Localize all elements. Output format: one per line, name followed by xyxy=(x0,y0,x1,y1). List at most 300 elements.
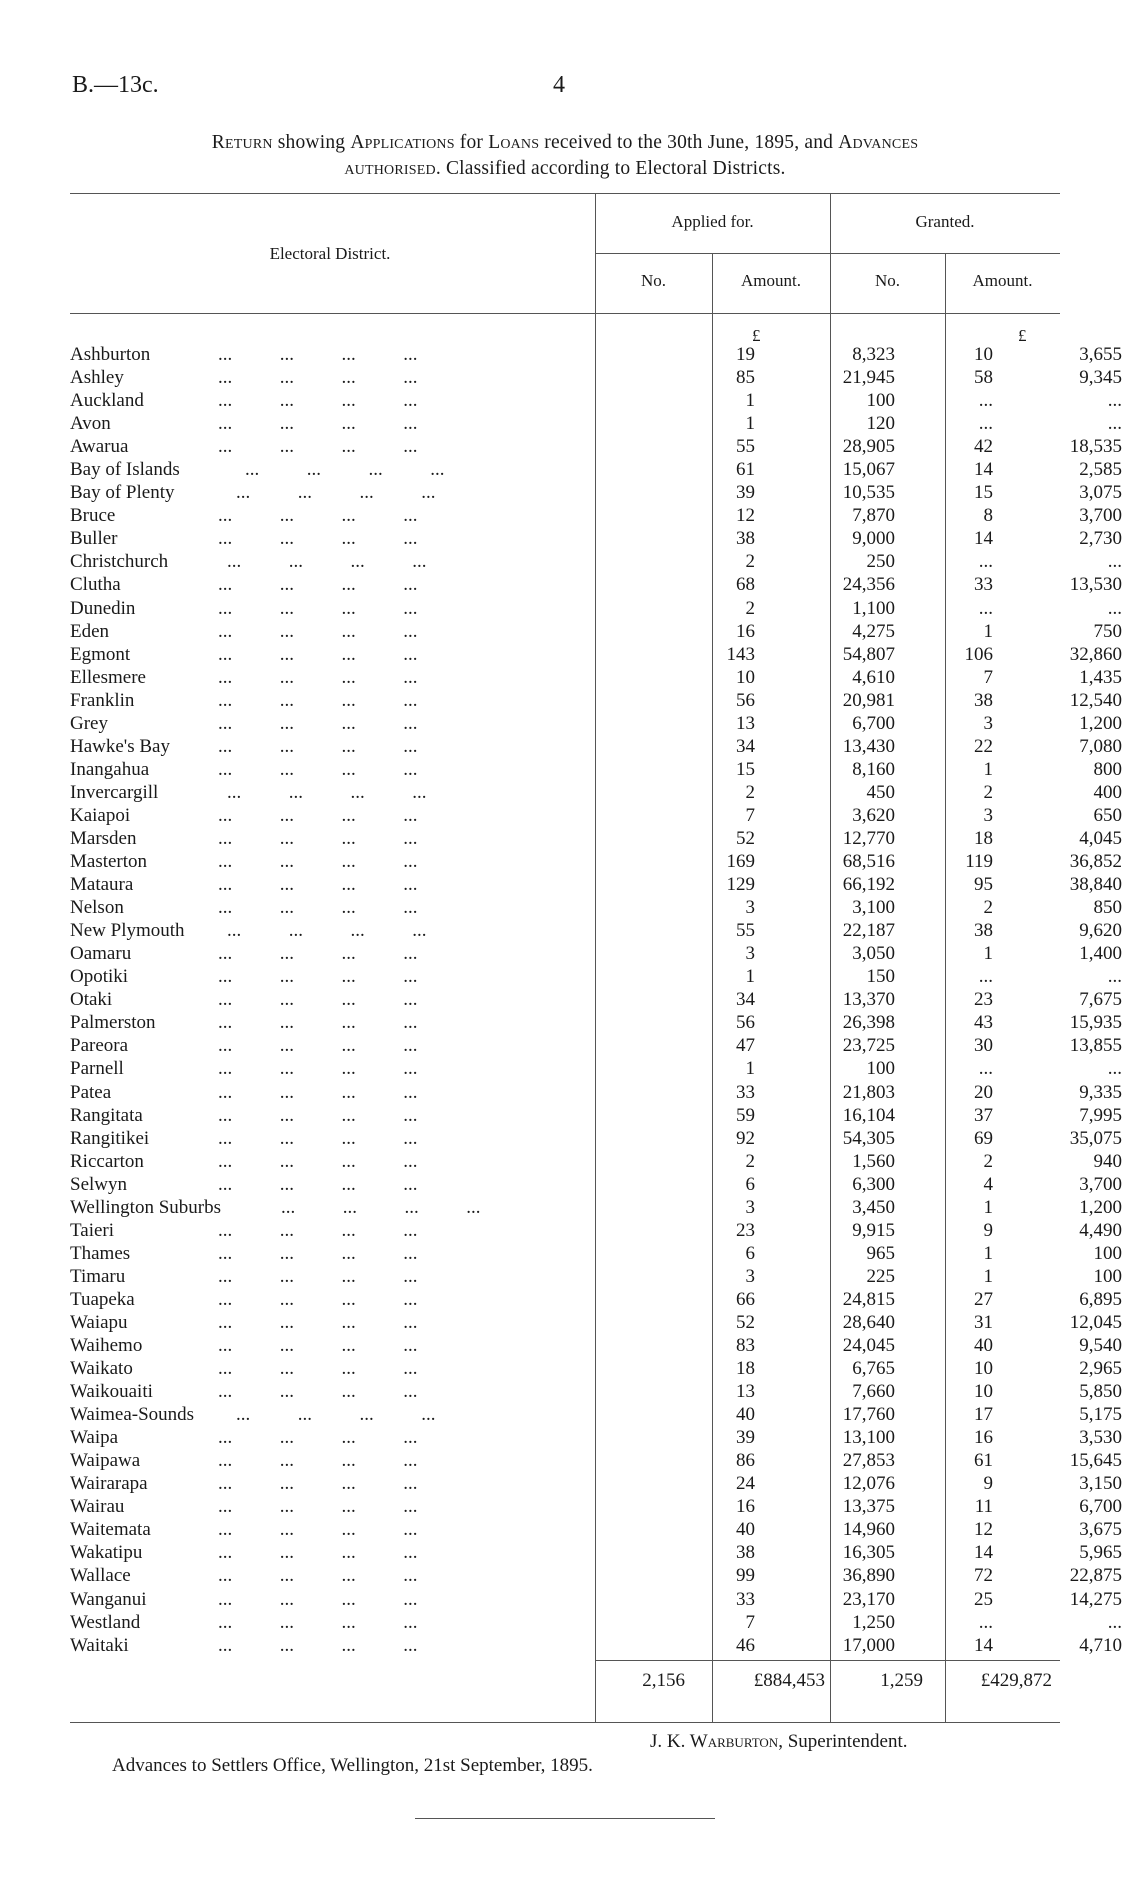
granted-no: 42 xyxy=(974,436,993,458)
granted-amount: ... xyxy=(1107,1611,1122,1633)
granted-amount: 6,700 xyxy=(1079,1496,1122,1518)
currency-label-applied: £ xyxy=(752,326,761,345)
applied-amount: 120 xyxy=(866,413,895,435)
leader-dots: ... ... ... ... xyxy=(218,689,418,711)
table-row xyxy=(70,412,1122,435)
table-row xyxy=(70,965,1122,988)
column-header-granted-amount: Amount. xyxy=(972,271,1033,290)
granted-no: 37 xyxy=(974,1104,993,1126)
granted-amount: 3,075 xyxy=(1079,482,1122,504)
leader-dots: ... ... ... ... xyxy=(218,1081,418,1103)
granted-no: 9 xyxy=(983,1219,993,1241)
district-name: Marsden xyxy=(70,827,137,849)
granted-no: 2 xyxy=(983,1150,993,1172)
granted-amount: 9,540 xyxy=(1079,1335,1122,1357)
district-name: Clutha xyxy=(70,574,121,596)
total-granted-no: 1,259 xyxy=(880,1670,923,1691)
granted-no: ... xyxy=(978,390,993,412)
applied-no: 47 xyxy=(736,1035,755,1057)
leader-dots: ... ... ... ... xyxy=(218,758,418,780)
leader-dots: ... ... ... ... xyxy=(245,459,445,481)
granted-no: 95 xyxy=(974,874,993,896)
granted-amount: 5,850 xyxy=(1079,1381,1122,1403)
granted-amount: 1,200 xyxy=(1079,1196,1122,1218)
granted-no: 10 xyxy=(974,1358,993,1380)
granted-no: 3 xyxy=(983,804,993,826)
district-name: Wanganui xyxy=(70,1588,147,1610)
granted-no: 14 xyxy=(974,1542,993,1564)
table-row xyxy=(70,919,1122,942)
applied-amount: 15,067 xyxy=(842,459,895,481)
table-bottom-rule xyxy=(70,1722,1060,1723)
granted-no: ... xyxy=(978,551,993,573)
granted-no: 23 xyxy=(974,989,993,1011)
applied-amount: 4,610 xyxy=(852,666,895,688)
leader-dots: ... ... ... ... xyxy=(218,436,418,458)
leader-dots: ... ... ... ... xyxy=(218,966,418,988)
applied-amount: 6,300 xyxy=(852,1173,895,1195)
applied-no: 2 xyxy=(745,1150,755,1172)
leader-dots: ... ... ... ... xyxy=(218,643,418,665)
leader-dots: ... ... ... ... xyxy=(218,574,418,596)
leader-dots: ... ... ... ... xyxy=(218,1058,418,1080)
table-row xyxy=(70,1449,1122,1472)
granted-no: 31 xyxy=(974,1311,993,1333)
applied-no: 19 xyxy=(736,344,755,365)
applied-no: 86 xyxy=(736,1450,755,1472)
applied-amount: 9,915 xyxy=(852,1219,895,1241)
applied-no: 99 xyxy=(736,1565,755,1587)
district-name: Kaiapoi xyxy=(70,804,131,826)
leader-dots: ... ... ... ... xyxy=(218,989,418,1011)
leader-dots: ... ... ... ... xyxy=(218,1173,418,1195)
table-row xyxy=(70,850,1122,873)
granted-amount: 18,535 xyxy=(1069,436,1122,458)
leader-dots: ... ... ... ... xyxy=(218,1150,418,1172)
table-row xyxy=(70,1150,1122,1173)
granted-amount: 2,585 xyxy=(1079,459,1122,481)
leader-dots: ... ... ... ... xyxy=(218,735,418,757)
applied-no: 1 xyxy=(745,966,755,988)
granted-no: 18 xyxy=(974,827,993,849)
table-row xyxy=(70,827,1122,850)
granted-amount: 3,700 xyxy=(1079,1173,1122,1195)
district-name: Opotiki xyxy=(70,966,129,988)
granted-amount: 12,045 xyxy=(1069,1311,1122,1333)
leader-dots: ... ... ... ... xyxy=(218,1335,418,1357)
title-word-authorised: authorised xyxy=(344,158,436,179)
leader-dots: ... ... ... ... xyxy=(218,1542,418,1564)
granted-no: 17 xyxy=(974,1404,993,1426)
applied-no: 61 xyxy=(736,459,755,481)
applied-amount: 10,535 xyxy=(842,482,895,504)
granted-no: 1 xyxy=(983,1265,993,1287)
granted-amount: 100 xyxy=(1093,1242,1122,1264)
granted-no: 14 xyxy=(974,528,993,550)
district-name: Franklin xyxy=(70,689,135,711)
granted-amount: 7,675 xyxy=(1079,989,1122,1011)
granted-no: 27 xyxy=(974,1288,993,1310)
table-row xyxy=(70,1611,1122,1634)
granted-no: 11 xyxy=(974,1496,993,1518)
table-row xyxy=(70,1219,1122,1242)
table-row xyxy=(70,481,1122,504)
granted-amount: 3,700 xyxy=(1079,505,1122,527)
table-row xyxy=(70,1034,1122,1057)
district-name: Wakatipu xyxy=(70,1542,143,1564)
leader-dots: ... ... ... ... xyxy=(218,344,418,365)
granted-no: 1 xyxy=(983,943,993,965)
granted-amount: 940 xyxy=(1093,1150,1122,1172)
leader-dots: ... ... ... ... xyxy=(218,1311,418,1333)
leader-dots: ... ... ... ... xyxy=(218,1219,418,1241)
table-row xyxy=(70,1311,1122,1334)
applied-amount: 17,760 xyxy=(842,1404,895,1426)
table-row xyxy=(70,988,1122,1011)
table-row xyxy=(70,1011,1122,1034)
applied-no: 83 xyxy=(736,1335,755,1357)
page-title xyxy=(70,130,1060,182)
granted-amount: 750 xyxy=(1093,620,1122,642)
leader-dots: ... ... ... ... xyxy=(218,367,418,389)
leader-dots: ... ... ... ... xyxy=(218,1634,418,1656)
leader-dots: ... ... ... ... xyxy=(218,851,418,873)
district-name: Eden xyxy=(70,620,110,642)
granted-amount: 22,875 xyxy=(1069,1565,1122,1587)
leader-dots: ... ... ... ... xyxy=(218,1104,418,1126)
applied-no: 38 xyxy=(736,1542,755,1564)
leader-dots: ... ... ... ... xyxy=(218,1496,418,1518)
table-row xyxy=(70,1196,1122,1219)
district-name: Taieri xyxy=(70,1219,115,1241)
table-row xyxy=(70,573,1122,596)
table-row xyxy=(70,643,1122,666)
applied-amount: 1,250 xyxy=(852,1611,895,1633)
signature-title: , Superintendent. xyxy=(778,1731,908,1752)
applied-no: 39 xyxy=(736,1427,755,1449)
granted-no: 1 xyxy=(983,620,993,642)
table-row xyxy=(70,1403,1122,1426)
applied-no: 33 xyxy=(736,1081,755,1103)
table-row xyxy=(70,1265,1122,1288)
granted-no: 61 xyxy=(974,1450,993,1472)
district-name: Thames xyxy=(70,1242,131,1264)
granted-no: 15 xyxy=(974,482,993,504)
district-name: Waikouaiti xyxy=(70,1381,153,1403)
granted-amount: 35,075 xyxy=(1069,1127,1122,1149)
applied-no: 55 xyxy=(736,436,755,458)
leader-dots: ... ... ... ... xyxy=(281,1196,481,1218)
column-header-district: Electoral District. xyxy=(269,244,391,263)
leader-dots: ... ... ... ... xyxy=(218,597,418,619)
applied-no: 52 xyxy=(736,1311,755,1333)
leader-dots: ... ... ... ... xyxy=(218,1381,418,1403)
applied-no: 85 xyxy=(736,367,755,389)
granted-amount: ... xyxy=(1107,966,1122,988)
applied-amount: 16,104 xyxy=(842,1104,895,1126)
applied-amount: 24,045 xyxy=(842,1335,895,1357)
leader-dots: ... ... ... ... xyxy=(218,1127,418,1149)
granted-no: 10 xyxy=(974,1381,993,1403)
district-name: Waiapu xyxy=(70,1311,128,1333)
granted-amount: 38,840 xyxy=(1069,874,1122,896)
district-name: Riccarton xyxy=(70,1150,144,1172)
applied-amount: 1,100 xyxy=(852,597,895,619)
applied-amount: 8,160 xyxy=(852,758,895,780)
group-header-granted: Granted. xyxy=(915,212,975,231)
district-name: New Plymouth xyxy=(70,920,185,942)
applied-amount: 24,356 xyxy=(842,574,895,596)
applied-no: 6 xyxy=(745,1242,755,1264)
table-row xyxy=(70,1334,1122,1357)
applied-amount: 100 xyxy=(866,390,895,412)
table-row xyxy=(70,804,1122,827)
table-row xyxy=(70,1634,1122,1657)
district-name: Timaru xyxy=(70,1265,126,1287)
granted-no: 12 xyxy=(974,1519,993,1541)
applied-no: 1 xyxy=(745,1058,755,1080)
district-name: Mataura xyxy=(70,874,134,896)
granted-amount: 4,710 xyxy=(1079,1634,1122,1656)
total-applied-amount: £884,453 xyxy=(753,1670,825,1691)
district-name: Hawke's Bay xyxy=(70,735,170,757)
granted-no: 33 xyxy=(974,574,993,596)
applied-no: 56 xyxy=(736,689,755,711)
table-row xyxy=(70,1357,1122,1380)
granted-no: 43 xyxy=(974,1012,993,1034)
table-row xyxy=(70,1380,1122,1403)
district-name: Bay of Plenty xyxy=(70,482,175,504)
title-text-line2: . Classified according to Electoral Districts. xyxy=(435,158,786,179)
granted-no: 2 xyxy=(983,897,993,919)
column-header-applied-amount: Amount. xyxy=(741,271,801,290)
applied-amount: 22,187 xyxy=(842,920,895,942)
granted-no: 38 xyxy=(974,689,993,711)
table-row xyxy=(70,1472,1122,1495)
table-row xyxy=(70,1564,1122,1587)
applied-no: 23 xyxy=(736,1219,755,1241)
granted-amount: 100 xyxy=(1093,1265,1122,1287)
applied-amount: 21,945 xyxy=(842,367,895,389)
title-text-e: received to the 30th June, 1895, and xyxy=(539,132,839,153)
table-row xyxy=(70,1057,1122,1080)
applied-amount: 100 xyxy=(866,1058,895,1080)
district-name: Invercargill xyxy=(70,781,159,803)
district-name: Buller xyxy=(70,528,118,550)
district-name: Ashley xyxy=(70,367,124,389)
district-name: Waikato xyxy=(70,1358,133,1380)
leader-dots: ... ... ... ... xyxy=(218,1242,418,1264)
applied-amount: 3,450 xyxy=(852,1196,895,1218)
district-name: Masterton xyxy=(70,851,148,873)
table-row xyxy=(70,1104,1122,1127)
applied-no: 1 xyxy=(745,390,755,412)
district-name: Westland xyxy=(70,1611,141,1633)
table-row xyxy=(70,504,1122,527)
district-name: Waimea-Sounds xyxy=(70,1404,195,1426)
granted-amount: 36,852 xyxy=(1069,851,1122,873)
applied-no: 39 xyxy=(736,482,755,504)
table-row xyxy=(70,1127,1122,1150)
leader-dots: ... ... ... ... xyxy=(218,1035,418,1057)
leader-dots: ... ... ... ... xyxy=(236,482,436,504)
granted-amount: 7,995 xyxy=(1079,1104,1122,1126)
applied-no: 52 xyxy=(736,827,755,849)
granted-no: ... xyxy=(978,1611,993,1633)
district-name: Bay of Islands xyxy=(70,459,180,481)
applied-no: 59 xyxy=(736,1104,755,1126)
leader-dots: ... ... ... ... xyxy=(218,943,418,965)
district-name: Wellington Suburbs xyxy=(70,1196,221,1218)
applied-no: 34 xyxy=(736,989,755,1011)
table-row xyxy=(70,389,1122,412)
applied-no: 33 xyxy=(736,1588,755,1610)
applied-no: 15 xyxy=(736,758,755,780)
granted-amount: 3,150 xyxy=(1079,1473,1122,1495)
granted-no: 20 xyxy=(974,1081,993,1103)
table-row xyxy=(70,597,1122,620)
leader-dots: ... ... ... ... xyxy=(218,620,418,642)
header-bottom-rule xyxy=(70,313,1060,314)
district-name: Waitemata xyxy=(70,1519,151,1541)
granted-amount: 9,620 xyxy=(1079,920,1122,942)
granted-amount: 5,965 xyxy=(1079,1542,1122,1564)
applied-amount: 27,853 xyxy=(842,1450,895,1472)
granted-no: 9 xyxy=(983,1473,993,1495)
district-name: Auckland xyxy=(70,390,144,412)
leader-dots: ... ... ... ... xyxy=(218,1265,418,1287)
district-name: Awarua xyxy=(70,436,129,458)
table-row xyxy=(70,1242,1122,1265)
applied-no: 129 xyxy=(726,874,755,896)
applied-no: 16 xyxy=(736,1496,755,1518)
applied-no: 55 xyxy=(736,920,755,942)
granted-amount: 9,345 xyxy=(1079,367,1122,389)
granted-amount: 3,655 xyxy=(1079,344,1122,365)
granted-no: 14 xyxy=(974,459,993,481)
granted-amount: ... xyxy=(1107,413,1122,435)
granted-amount: 1,435 xyxy=(1079,666,1122,688)
applied-amount: 1,560 xyxy=(852,1150,895,1172)
applied-amount: 54,305 xyxy=(842,1127,895,1149)
district-name: Parnell xyxy=(70,1058,124,1080)
table-row xyxy=(70,896,1122,919)
applied-amount: 3,050 xyxy=(852,943,895,965)
granted-amount: 400 xyxy=(1093,781,1122,803)
leader-dots: ... ... ... ... xyxy=(227,920,427,942)
applied-amount: 21,803 xyxy=(842,1081,895,1103)
table-row xyxy=(70,343,1122,366)
applied-amount: 23,170 xyxy=(842,1588,895,1610)
district-name: Grey xyxy=(70,712,108,734)
leader-dots: ... ... ... ... xyxy=(218,390,418,412)
applied-amount: 36,890 xyxy=(842,1565,895,1587)
applied-no: 6 xyxy=(745,1173,755,1195)
district-name: Oamaru xyxy=(70,943,132,965)
leader-dots: ... ... ... ... xyxy=(218,528,418,550)
district-name: Bruce xyxy=(70,505,116,527)
district-name: Waipa xyxy=(70,1427,119,1449)
column-header-applied-no: No. xyxy=(640,271,667,290)
applied-amount: 3,620 xyxy=(852,804,895,826)
total-granted-amount: £429,872 xyxy=(980,1670,1052,1691)
leader-dots: ... ... ... ... xyxy=(218,505,418,527)
district-name: Egmont xyxy=(70,643,131,665)
applied-amount: 225 xyxy=(866,1265,895,1287)
table-row xyxy=(70,689,1122,712)
document-reference: B.—13c. xyxy=(72,72,159,98)
subheader-rule xyxy=(595,253,1060,254)
applied-amount: 24,815 xyxy=(842,1288,895,1310)
applied-amount: 20,981 xyxy=(842,689,895,711)
signature-line xyxy=(650,1731,907,1753)
applied-no: 56 xyxy=(736,1012,755,1034)
granted-no: 10 xyxy=(974,344,993,365)
granted-no: 1 xyxy=(983,1242,993,1264)
granted-amount: ... xyxy=(1107,1058,1122,1080)
title-word-advances: Advances xyxy=(838,132,919,153)
applied-amount: 8,323 xyxy=(852,344,895,365)
applied-no: 3 xyxy=(745,897,755,919)
applied-no: 68 xyxy=(736,574,755,596)
district-name: Rangitikei xyxy=(70,1127,150,1149)
applied-no: 40 xyxy=(736,1519,755,1541)
granted-amount: ... xyxy=(1107,551,1122,573)
applied-no: 34 xyxy=(736,735,755,757)
applied-amount: 13,375 xyxy=(842,1496,895,1518)
applied-no: 92 xyxy=(736,1127,755,1149)
applied-amount: 450 xyxy=(866,781,895,803)
leader-dots: ... ... ... ... xyxy=(218,666,418,688)
table-row xyxy=(70,458,1122,481)
applied-amount: 4,275 xyxy=(852,620,895,642)
table-body xyxy=(70,343,1122,1657)
granted-amount: 13,530 xyxy=(1069,574,1122,596)
leader-dots: ... ... ... ... xyxy=(218,1358,418,1380)
signature-name: J. K. Warburton xyxy=(650,1731,779,1752)
granted-amount: 5,175 xyxy=(1079,1404,1122,1426)
district-name: Nelson xyxy=(70,897,124,919)
total-applied-no: 2,156 xyxy=(642,1670,685,1691)
table-row xyxy=(70,435,1122,458)
closing-rule xyxy=(415,1818,715,1819)
applied-no: 1 xyxy=(745,413,755,435)
title-text-c: for xyxy=(454,132,489,153)
table-row xyxy=(70,527,1122,550)
granted-amount: 6,895 xyxy=(1079,1288,1122,1310)
granted-amount: ... xyxy=(1107,597,1122,619)
granted-amount: 4,045 xyxy=(1079,827,1122,849)
granted-amount: 7,080 xyxy=(1079,735,1122,757)
leader-dots: ... ... ... ... xyxy=(227,551,427,573)
applied-no: 24 xyxy=(736,1473,755,1495)
granted-amount: 2,730 xyxy=(1079,528,1122,550)
applied-no: 13 xyxy=(736,1381,755,1403)
applied-no: 12 xyxy=(736,505,755,527)
applied-no: 2 xyxy=(745,781,755,803)
granted-amount: 3,530 xyxy=(1079,1427,1122,1449)
table-row xyxy=(70,1588,1122,1611)
leader-dots: ... ... ... ... xyxy=(218,1473,418,1495)
granted-amount: 12,540 xyxy=(1069,689,1122,711)
granted-no: 1 xyxy=(983,1196,993,1218)
granted-no: 14 xyxy=(974,1634,993,1656)
district-name: Ashburton xyxy=(70,344,151,365)
applied-amount: 13,370 xyxy=(842,989,895,1011)
applied-no: 13 xyxy=(736,712,755,734)
granted-no: 4 xyxy=(983,1173,993,1195)
applied-amount: 13,100 xyxy=(842,1427,895,1449)
